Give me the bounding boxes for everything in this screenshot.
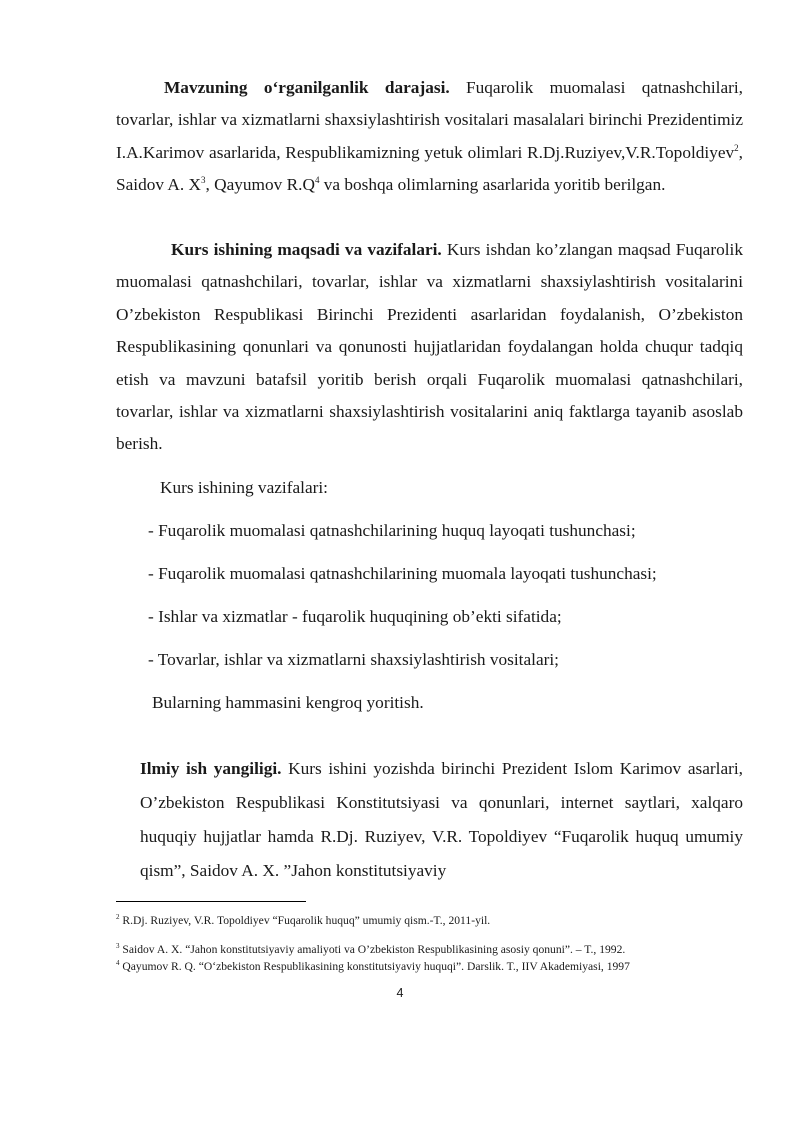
footnote-text: Saidov A. X. “Jahon konstitutsiyaviy amaliyoti va O’zbekiston Respublikasining asosiy qonuni”. – T., 1992.: [119, 943, 626, 956]
footnote-number: 4: [116, 959, 120, 968]
footnote-4: [116, 959, 630, 975]
novelty-text: Kurs ishini yozishda birinchi Prezident Islom Karimov asarlari, O’zbekiston Respublikasi Konstitutsiyasi va qonunlari, internet saytlari, xalqaro huquqiy hujjatlar hamda R.Dj. Ruziyev, V.R. Topoldiyev “Fuqarolik huquq umumiy qism”, Saidov A. X. ”Jahon konstitutsiyaviy: [140, 759, 743, 880]
degree-text-b: , Saidov A. X: [116, 142, 743, 195]
goals-heading: Kurs ishining maqsadi va vazifalari.: [171, 240, 442, 259]
footnote-separator: [116, 901, 306, 902]
degree-paragraph: [116, 72, 743, 202]
task-item: - Fuqarolik muomalasi qatnashchilarining huquq layoqati tushunchasi;: [148, 521, 636, 540]
task-item: - Fuqarolik muomalasi qatnashchilarining muomala layoqati tushunchasi;: [148, 564, 657, 583]
footnote-number: 3: [116, 942, 120, 951]
tasks-closing: Bularning hammasini kengroq yoritish.: [152, 693, 424, 712]
task-item: - Ishlar va xizmatlar - fuqarolik huquqining ob’ekti sifatida;: [148, 607, 562, 626]
footnote-text: R.Dj. Ruziyev, V.R. Topoldiyev “Fuqarolik huquq” umumiy qism.-T., 2011-yil.: [119, 914, 491, 927]
footnote-number: 2: [116, 913, 120, 922]
footnote-text: Qayumov R. Q. “O‘zbekiston Respublikasining konstitutsiyaviy huquqi”. Darslik. T., IIV Akademiyasi, 1997: [119, 960, 630, 973]
tasks-heading: Kurs ishining vazifalari:: [160, 478, 328, 497]
degree-text-d: va boshqa olimlarning asarlarida yoritib berilgan.: [319, 175, 666, 195]
degree-heading: Mavzuning o‘rganilganlik darajasi.: [164, 78, 450, 97]
novelty-paragraph: [140, 752, 743, 888]
footnote-ref-2[interactable]: 2: [734, 143, 739, 154]
degree-text-a: Fuqarolik muomalasi qatnashchilari, tovarlar, ishlar va xizmatlarni shaxsiylashtirish vositalari masalalari birinchi Prezidentimiz I.A.Karimov asarlarida, Respublikamizning yetuk olimlari R.Dj.Ruziyev,V.R.Topoldiyev: [116, 78, 743, 162]
degree-text-c: , Qayumov R.Q: [205, 175, 315, 195]
footnote-ref-3[interactable]: 3: [200, 175, 206, 186]
footnote-3: [116, 942, 625, 958]
footnote-2: [116, 913, 490, 929]
page-number: 4: [396, 986, 404, 1000]
task-item: - Tovarlar, ishlar va xizmatlarni shaxsiylashtirish vositalari;: [148, 650, 559, 669]
novelty-heading: Ilmiy ish yangiligi.: [140, 759, 282, 778]
goals-paragraph: [116, 234, 743, 461]
footnote-ref-4[interactable]: 4: [314, 175, 320, 186]
goals-text: Kurs ishdan ko’zlangan maqsad Fuqarolik muomalasi qatnashchilari, tovarlar, ishlar va xizmatlarni shaxsiylashtirish vositalarini O’zbekiston Respublikasi Birinchi Prezidenti asarlaridan foydalanish, O’zbekiston Respublikasining qonunlari va qonunosti hujjatlaridan foydalangan holda chuqur tadqiq etish va mavzuni batafsil yoritib berish orqali Fuqarolik muomalasi qatnashchilari, tovarlar, ishlar va xizmatlarni shaxsiylashtirish vositalarini aniq faktlarga tayanib asoslab berish.: [116, 240, 743, 454]
